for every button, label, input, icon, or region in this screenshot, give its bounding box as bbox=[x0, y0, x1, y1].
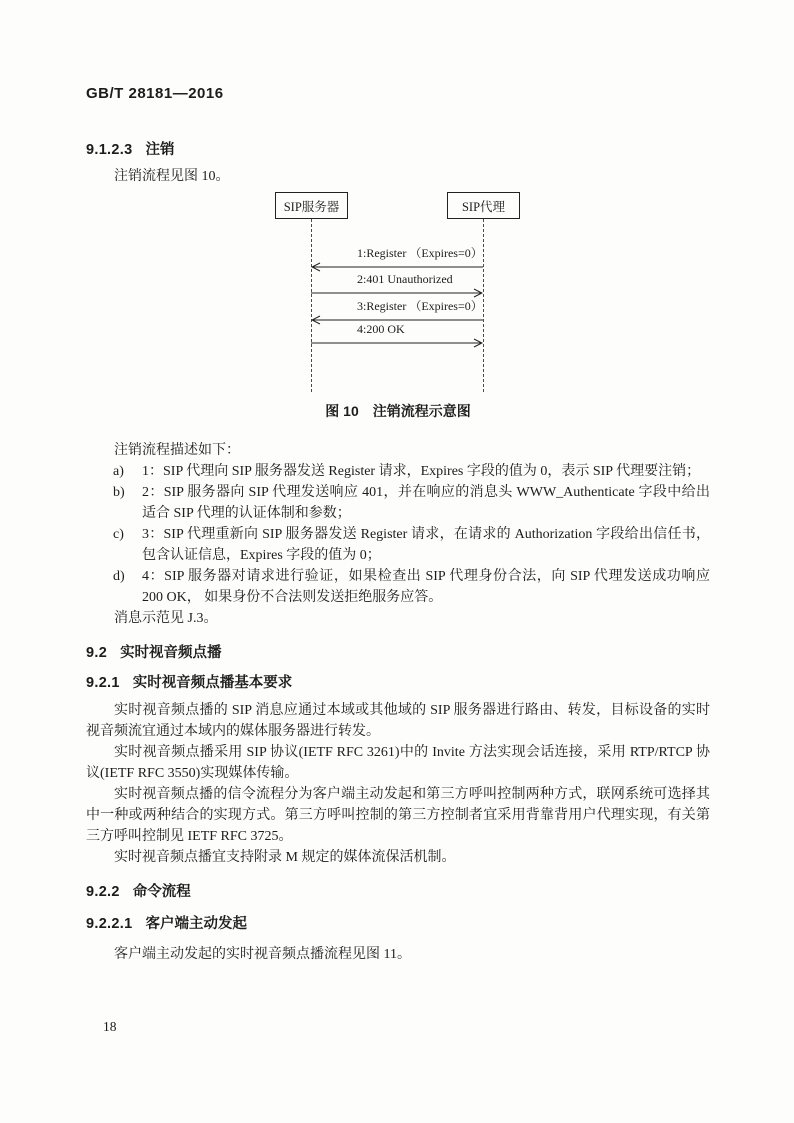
heading-9-1-2-3 bbox=[86, 140, 710, 160]
heading-9-2-1 bbox=[86, 673, 710, 693]
seq-message-2 bbox=[311, 272, 483, 299]
seq-message-1-label: 1:Register （Expires=0） bbox=[357, 246, 483, 260]
list-marker: a) bbox=[113, 464, 124, 479]
paragraph-figure11-ref: 客户端主动发起的实时视音频点播流程见图 11。 bbox=[114, 947, 411, 962]
figure-10-caption: 图 10 注销流程示意图 bbox=[325, 403, 471, 419]
arrow-right-icon bbox=[311, 287, 483, 299]
actor-label-sip-server: SIP服务器 bbox=[283, 199, 340, 214]
figure-10 bbox=[86, 190, 710, 420]
heading-number: 9.1.2.3 bbox=[86, 142, 133, 158]
paragraph: 实时视音频点播的 SIP 消息应通过本域或其他域的 SIP 服务器进行路由、转发，目标设备的实时视音频流宜通过本域内的媒体服务器进行转发。 bbox=[86, 703, 710, 739]
list-text: 4：SIP 服务器对请求进行验证，如果检查出 SIP 代理身份合法，向 SIP 代理发送成功响应 200 OK， 如果身份不合法则发送拒绝服务应答。 bbox=[142, 569, 710, 605]
heading-9-2-2 bbox=[86, 882, 710, 902]
seq-message-3-label: 3:Register （Expires=0） bbox=[357, 299, 483, 313]
actor-box-sip-server bbox=[275, 192, 348, 219]
heading-title: 实时视音频点播 bbox=[120, 645, 222, 661]
sequence-diagram bbox=[86, 190, 710, 392]
page-number: 18 bbox=[103, 1019, 117, 1034]
list-item-b bbox=[113, 482, 710, 524]
standard-number-header: GB/T 28181—2016 bbox=[86, 85, 224, 102]
list-marker: b) bbox=[113, 485, 125, 500]
paragraph: 实时视音频点播宜支持附录 M 规定的媒体流保活机制。 bbox=[114, 850, 456, 865]
actor-box-sip-agent bbox=[447, 192, 520, 219]
seq-message-2-label: 2:401 Unauthorized bbox=[357, 272, 453, 286]
paragraph: 实时视音频点播的信令流程分为客户端主动发起和第三方呼叫控制两种方式，联网系统可选择其中一种或两种结合的实现方式。第三方呼叫控制的第三方控制者宜采用背靠背用户代理实现，有关第三方呼叫控制见 IETF RFC 3725。 bbox=[86, 787, 710, 844]
flow-list bbox=[113, 461, 710, 608]
arrow-right-icon bbox=[311, 337, 483, 349]
list-marker: d) bbox=[113, 569, 125, 584]
heading-9-2 bbox=[86, 643, 710, 663]
lifeline-sip-agent bbox=[483, 219, 484, 392]
section-9-2-1-body bbox=[86, 700, 710, 868]
heading-number: 9.2 bbox=[86, 645, 108, 661]
list-text: 1：SIP 代理向 SIP 服务器发送 Register 请求，Expires 字段的值为 0，表示 SIP 代理要注销； bbox=[142, 464, 701, 479]
flow-lead: 注销流程描述如下： bbox=[114, 443, 240, 458]
seq-message-4 bbox=[311, 322, 483, 349]
seq-message-4-label: 4:200 OK bbox=[357, 322, 405, 336]
heading-number: 9.2.2 bbox=[86, 884, 120, 900]
page-content bbox=[86, 0, 710, 965]
heading-title: 实时视音频点播基本要求 bbox=[132, 675, 293, 691]
heading-title: 注销 bbox=[145, 142, 175, 158]
flow-note: 消息示范见 J.3。 bbox=[114, 611, 218, 626]
heading-number: 9.2.1 bbox=[86, 675, 120, 691]
list-text: 3：SIP 代理重新向 SIP 服务器发送 Register 请求，在请求的 Authorization 字段给出信任书，包含认证信息，Expires 字段的值为 0； bbox=[142, 527, 710, 563]
heading-title: 客户端主动发起 bbox=[145, 916, 247, 932]
seq-message-1 bbox=[311, 246, 483, 273]
list-text: 2：SIP 服务器向 SIP 代理发送响应 401，并在响应的消息头 WWW_Authenticate 字段中给出适合 SIP 代理的认证体制和参数； bbox=[142, 485, 710, 521]
list-item-a bbox=[113, 461, 710, 482]
heading-title: 命令流程 bbox=[132, 884, 191, 900]
heading-9-2-2-1 bbox=[86, 914, 710, 934]
paragraph-figure10-ref: 注销流程见图 10。 bbox=[114, 169, 230, 184]
list-item-c bbox=[113, 524, 710, 566]
paragraph: 实时视音频点播采用 SIP 协议(IETF RFC 3261)中的 Invite 方法实现会话连接，采用 RTP/RTCP 协议(IETF RFC 3550)实现媒体传输。 bbox=[86, 745, 710, 781]
list-marker: c) bbox=[113, 527, 124, 542]
actor-label-sip-agent: SIP代理 bbox=[461, 199, 506, 214]
list-item-d bbox=[113, 566, 710, 608]
heading-number: 9.2.2.1 bbox=[86, 916, 133, 932]
